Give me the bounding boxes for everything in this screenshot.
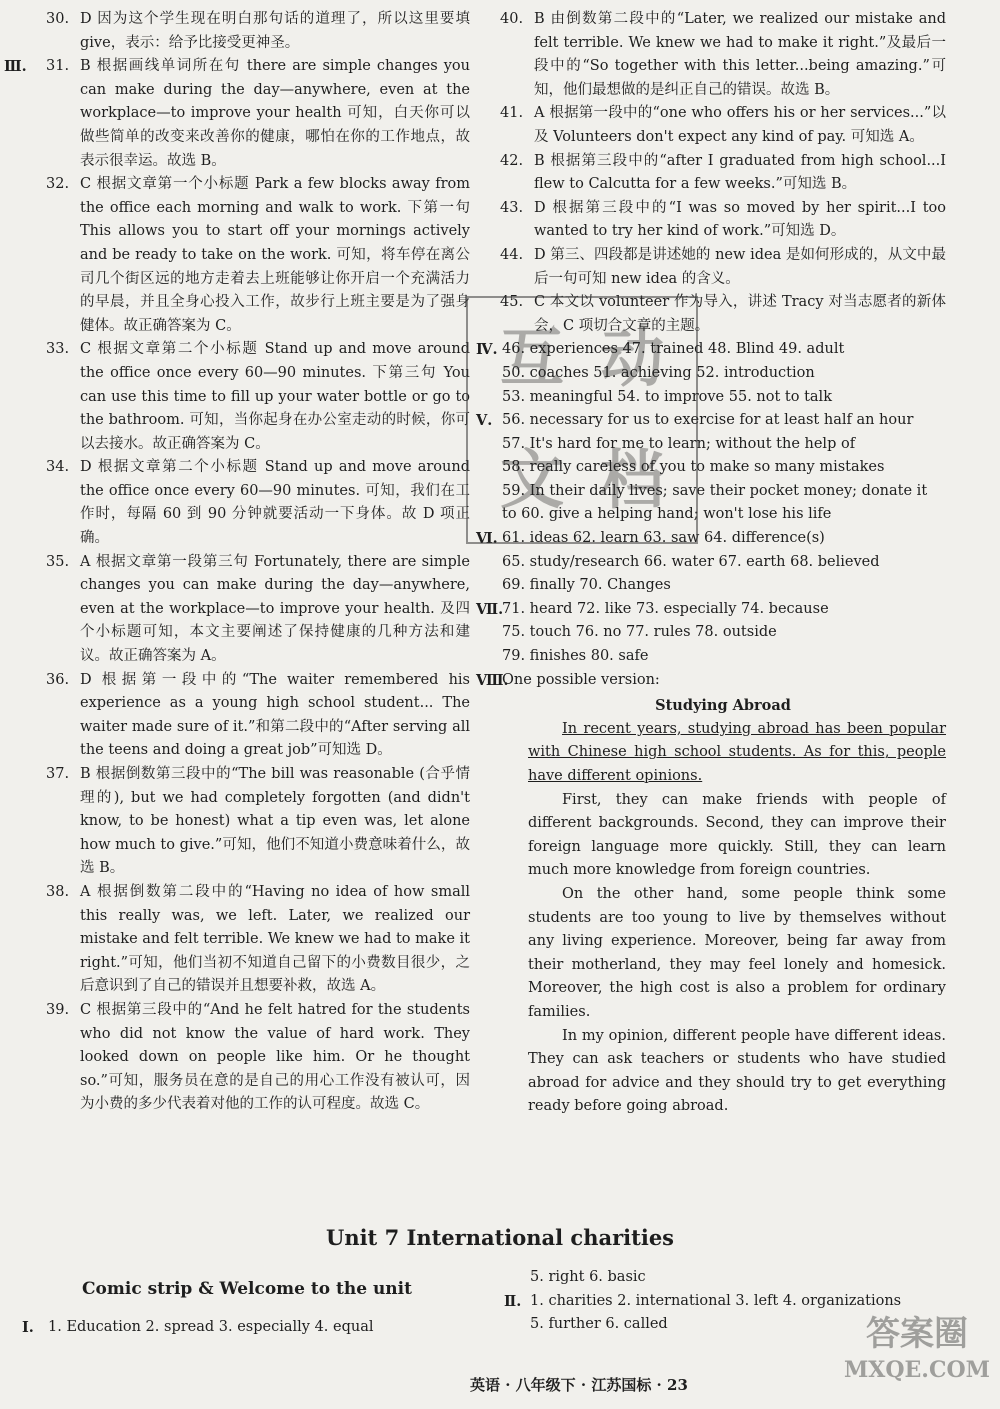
essay-title: Studying Abroad	[655, 697, 791, 715]
item-number: 32.	[46, 176, 70, 193]
section-marker: Ⅳ.	[476, 341, 498, 359]
stamp-char: 档	[600, 443, 664, 518]
essay-paragraph: First, they can make friends with people of different backgrounds. Second, they can improve their foreign language more quickly. Still, they can learn much more knowledge from foreign countries.	[528, 791, 946, 879]
answer-row-text: 5. further 6. called	[530, 1316, 668, 1333]
item-text: B 由倒数第二段中的“Later, we realized our mistake and felt terrible. We knew we had to make it right.”及最后一段中的“So together with this letter...being amazing.”可知，他们最想做的是纠正自己的错误。故选 B。	[534, 11, 946, 98]
answer-row-text: 5. right 6. basic	[530, 1269, 646, 1285]
answer-row-text: One possible version:	[502, 671, 660, 688]
answer-row-text: 1. Education 2. spread 3. especially 4. equal	[48, 1319, 374, 1335]
answer-item	[500, 8, 946, 102]
item-text: C 根据文章第一个小标题 Park a few blocks away from the office each morning and walk to work. 下第一句 This allows you to start off your mornings actively and be ready to take on the work. 可知，将车停在离公司几个街区远的地方走着去上班能够让你开启一个充满活力的早晨，并且全身心投入工作，故步行上班主要是为了强身健体。故正确答案为 C。	[80, 176, 470, 334]
item-number: 37.	[46, 766, 70, 782]
left-column	[4, 8, 470, 1117]
answer-item	[500, 150, 946, 197]
item-number: 45.	[500, 294, 524, 311]
answer-row	[528, 1266, 958, 1290]
essay-paragraph-text: In recent years, studying abroad has been popular with Chinese high school students. As for this, people have different opinions.	[528, 720, 946, 784]
stamp-char: 互	[500, 321, 564, 396]
item-text: A 根据倒数第二段中的“Having no idea of how small this really was, we left. Later, we realized our mistake and felt terrible. We knew we had to make it right.”可知，他们当初不知道自己留下的小费数目很少，之后意识到了自己的错误并且想要补救，故选 A。	[80, 883, 470, 995]
stamp-char: 动	[600, 321, 664, 396]
answer-item	[46, 8, 470, 55]
right-column	[476, 8, 946, 1119]
answer-row-text: 46. experiences 47. trained 48. Blind 49. adult	[502, 341, 845, 358]
answer-row-text: 50. coaches 51. achieving 52. introduction	[502, 364, 815, 381]
item-text: B 根据画线单词所在句 there are simple changes you can make during the day—anywhere, even at the workplace—to improve your health 可知，白天你可以做些简单的改变来改善你的健康，哪怕在你的工作地点，故表示很幸运。故选 B。	[80, 58, 470, 169]
answer-row	[476, 669, 946, 693]
answer-item	[46, 763, 470, 881]
item-text: D 根据第一段中的“The waiter remembered his experience as a young high school student... The waiter made sure of it.”和第二段中的“After serving all the teens and doing a great job”可知选 D。	[80, 671, 470, 759]
item-number: 33.	[46, 341, 70, 358]
item-number: 41.	[500, 105, 524, 122]
answer-item	[46, 669, 470, 763]
answer-row-text: 61. ideas 62. learn 63. saw 64. difference(s)	[502, 530, 825, 547]
essay-paragraph: On the other hand, some people think some students are too young to live by themselves without any living experience. Moreover, being far away from their motherland, they may feel lonely and homesick. Moreover, the high cost is also a problem for ordinary families.	[528, 885, 946, 1020]
stamp-watermark	[466, 296, 698, 544]
answer-row-text: 65. study/research 66. water 67. earth 68. believed	[502, 553, 880, 570]
answer-row	[500, 574, 946, 598]
item-text: D 因为这个学生现在明白那句话的道理了，所以这里要填 give，表示：给予比接受更神圣。	[80, 11, 470, 51]
section-marker: Ⅲ.	[4, 58, 27, 76]
item-text: C 本文以 volunteer 作为导入，讲述 Tracy 对当志愿者的新体会，C 项切合文章的主题。	[534, 294, 946, 334]
item-text: A 根据文章第一段第三句 Fortunately, there are simple changes you can make during the day—anywhere, even at the workplace—to improve your health. 及四个小标题可知，本文主要阐述了保持健康的几种方法和建议。故正确答案为 A。	[80, 553, 470, 665]
answer-row-text: 59. In their daily lives; save their pocket money; donate it to 60. give a helping hand; won't lose his life	[502, 482, 928, 523]
answer-item	[500, 244, 946, 291]
item-number: 42.	[500, 152, 524, 169]
unit-title: Unit 7 International charities	[326, 1225, 674, 1250]
answer-row-text: 1. charities 2. international 3. left 4. organizations	[530, 1292, 902, 1309]
item-number: 30.	[46, 11, 70, 27]
item-number: 39.	[46, 1001, 70, 1018]
answer-item	[46, 881, 470, 999]
essay-paragraph: In my opinion, different people have different ideas. They can ask teachers or students who have studied abroad for advice and they should try to get everything ready before going abroad.	[528, 1027, 946, 1115]
item-text: B 根据倒数第三段中的“The bill was reasonable (合乎情理的), but we had completely forgotten (and didn't know, to be honest) what a tip even was, let alone how much to give.”可知，他们不知道小费意味着什么，故选 B。	[80, 766, 470, 877]
item-number: 35.	[46, 553, 70, 570]
answer-item	[500, 102, 946, 149]
answer-item	[46, 173, 470, 338]
answer-row-text: 69. finally 70. Changes	[502, 577, 671, 594]
section-marker: Ⅴ.	[476, 412, 493, 430]
answer-row	[22, 1316, 472, 1340]
essay-paragraph	[500, 718, 946, 789]
answer-row-text: 75. touch 76. no 77. rules 78. outside	[502, 624, 777, 641]
answer-item	[46, 338, 470, 456]
item-text: D 第三、四段都是讲述她的 new idea 是如何形成的，从文中最后一句可知 new idea 的含义。	[534, 246, 946, 287]
stamp-char: 文	[500, 443, 564, 518]
section-title: Comic strip & Welcome to the unit	[82, 1279, 412, 1299]
answer-row-text: 79. finishes 80. safe	[502, 648, 649, 665]
answer-item	[4, 55, 470, 173]
answer-row	[500, 645, 946, 669]
section-marker: Ⅰ.	[22, 1319, 34, 1336]
item-text: D 根据第三段中的“I was so moved by her spirit...I too wanted to try her kind of work.”可知选 D。	[534, 199, 946, 240]
answer-row	[476, 598, 946, 622]
item-number: 34.	[46, 459, 70, 476]
answer-row-text: 53. meaningful 54. to improve 55. not to talk	[502, 388, 832, 405]
watermark-main: 答案圈	[865, 1314, 968, 1354]
item-number: 36.	[46, 671, 70, 688]
item-number: 38.	[46, 883, 70, 900]
answer-row-text: 58. really careless of you to make so many mistakes	[502, 459, 885, 476]
item-number: 40.	[500, 11, 524, 27]
site-watermark	[844, 1316, 990, 1388]
item-text: B 根据第三段中的“after I graduated from high school...I flew to Calcutta for a few weeks.”可知选 B。	[534, 152, 946, 193]
answer-item	[500, 197, 946, 244]
item-number: 31.	[46, 58, 70, 75]
answer-row	[500, 551, 946, 575]
answer-item	[46, 551, 470, 669]
item-number: 43.	[500, 199, 524, 216]
page-footer: 英语 · 八年级下 · 江苏国标 · 23	[470, 1376, 688, 1394]
section-marker: Ⅱ.	[504, 1292, 522, 1310]
answer-item	[46, 456, 470, 550]
answer-row-text: 56. necessary for us to exercise for at least half an hour	[502, 412, 914, 429]
section-marker: Ⅷ.	[476, 671, 509, 689]
item-text: A 根据第一段中的“one who offers his or her services...”以及 Volunteers don't expect any kind of pay. 可知选 A。	[534, 105, 946, 145]
item-text: C 根据第三段中的“And he felt hatred for the students who did not know the value of hard work. They looked down on people like him. Or he thought so.”可知，服务员在意的是自己的用心工作没有被认可，因为小费的多少代表着对他的工作的认可程度。故选 C。	[80, 1001, 470, 1113]
answer-row	[504, 1290, 958, 1314]
item-text: C 根据文章第二个小标题 Stand up and move around the office once every 60—90 minutes. 下第三句 You can use this time to fill up your water bottle or go to the bathroom. 可知，当你起身在办公室走动的时候，你可以去接水。故正确答案为 C。	[80, 341, 470, 452]
answer-item	[46, 999, 470, 1117]
section-marker: Ⅵ.	[476, 530, 498, 548]
item-number: 44.	[500, 246, 524, 263]
item-text: D 根据文章第二个小标题 Stand up and move around the office once every 60—90 minutes. 可知，我们在工作时，每隔 60 到 90 分钟就要活动一下身体。故 D 项正确。	[80, 459, 470, 547]
answer-row-text: 57. It's hard for me to learn; without the help of	[502, 435, 856, 452]
section-marker: Ⅶ.	[476, 600, 504, 618]
answer-row	[500, 621, 946, 645]
watermark-url: MXQE.COM	[843, 1357, 990, 1383]
answer-row-text: 71. heard 72. like 73. especially 74. because	[502, 600, 829, 617]
